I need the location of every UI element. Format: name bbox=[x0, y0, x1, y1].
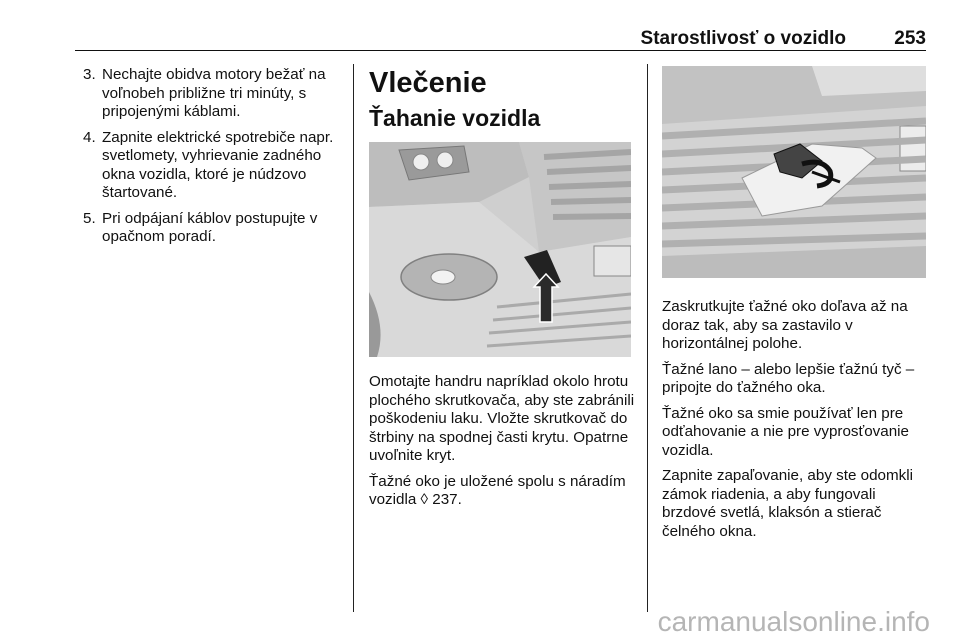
cross-reference-icon: ◊ bbox=[420, 491, 429, 508]
list-item: 4. Zapnite elektrické spotrebiče napr. svetlomety, vyhrievanie zadného okna vozidla, ktoré je núdzovo štartované. bbox=[83, 128, 334, 201]
middle-column bbox=[369, 66, 637, 517]
left-column bbox=[79, 66, 344, 254]
cross-reference-text: Ťažné oko je uložené spolu s náradím vozidla bbox=[369, 472, 626, 508]
front-bumper-cover-image bbox=[369, 142, 631, 357]
watermark[interactable]: carmanualsonline.info bbox=[657, 606, 930, 637]
subsection-heading: Ťahanie vozidla bbox=[369, 105, 541, 131]
paragraph: Zaskrutkujte ťažné oko doľava až na doraz tak, aby sa zastavilo v horizontálnej polohe. bbox=[662, 298, 908, 352]
paragraph: Zapnite zapaľovanie, aby ste odomkli zámok riadenia, a aby fungovali brzdové svetlá, klaksón a stierač čelného okna. bbox=[662, 467, 913, 540]
list-item: 5. Pri odpájaní káblov postupujte v opačnom poradí. bbox=[83, 209, 318, 245]
paragraph: Ťažné oko sa smie používať len pre odťahovanie a nie pre vyprosťovanie vozidla. bbox=[662, 404, 909, 459]
paragraph bbox=[369, 473, 637, 510]
list-item: 3. Nechajte obidva motory bežať na voľnobeh približne tri minúty, s pripojenými káblami. bbox=[83, 66, 326, 120]
right-column bbox=[662, 66, 930, 548]
page-reference: 237. bbox=[432, 491, 462, 508]
section-title: Starostlivosť o vozidlo bbox=[640, 28, 846, 49]
column-divider bbox=[647, 64, 648, 612]
section-heading: Vlečenie bbox=[369, 67, 487, 99]
column-divider bbox=[353, 64, 354, 612]
step-list bbox=[79, 66, 344, 247]
page-header bbox=[75, 28, 926, 51]
page-number: 253 bbox=[894, 28, 926, 49]
towing-eye-image bbox=[662, 66, 926, 278]
paragraph: Omotajte handru napríklad okolo hrotu plochého skrutkovača, aby ste zabránili poškodeniu laku. Vložte skrutkovač do štrbiny na spodnej časti krytu. Opatrne uvoľnite kryt. bbox=[369, 373, 635, 464]
paragraph: Ťažné lano – alebo lepšie ťažnú tyč – pripojte do ťažného oka. bbox=[662, 360, 915, 396]
